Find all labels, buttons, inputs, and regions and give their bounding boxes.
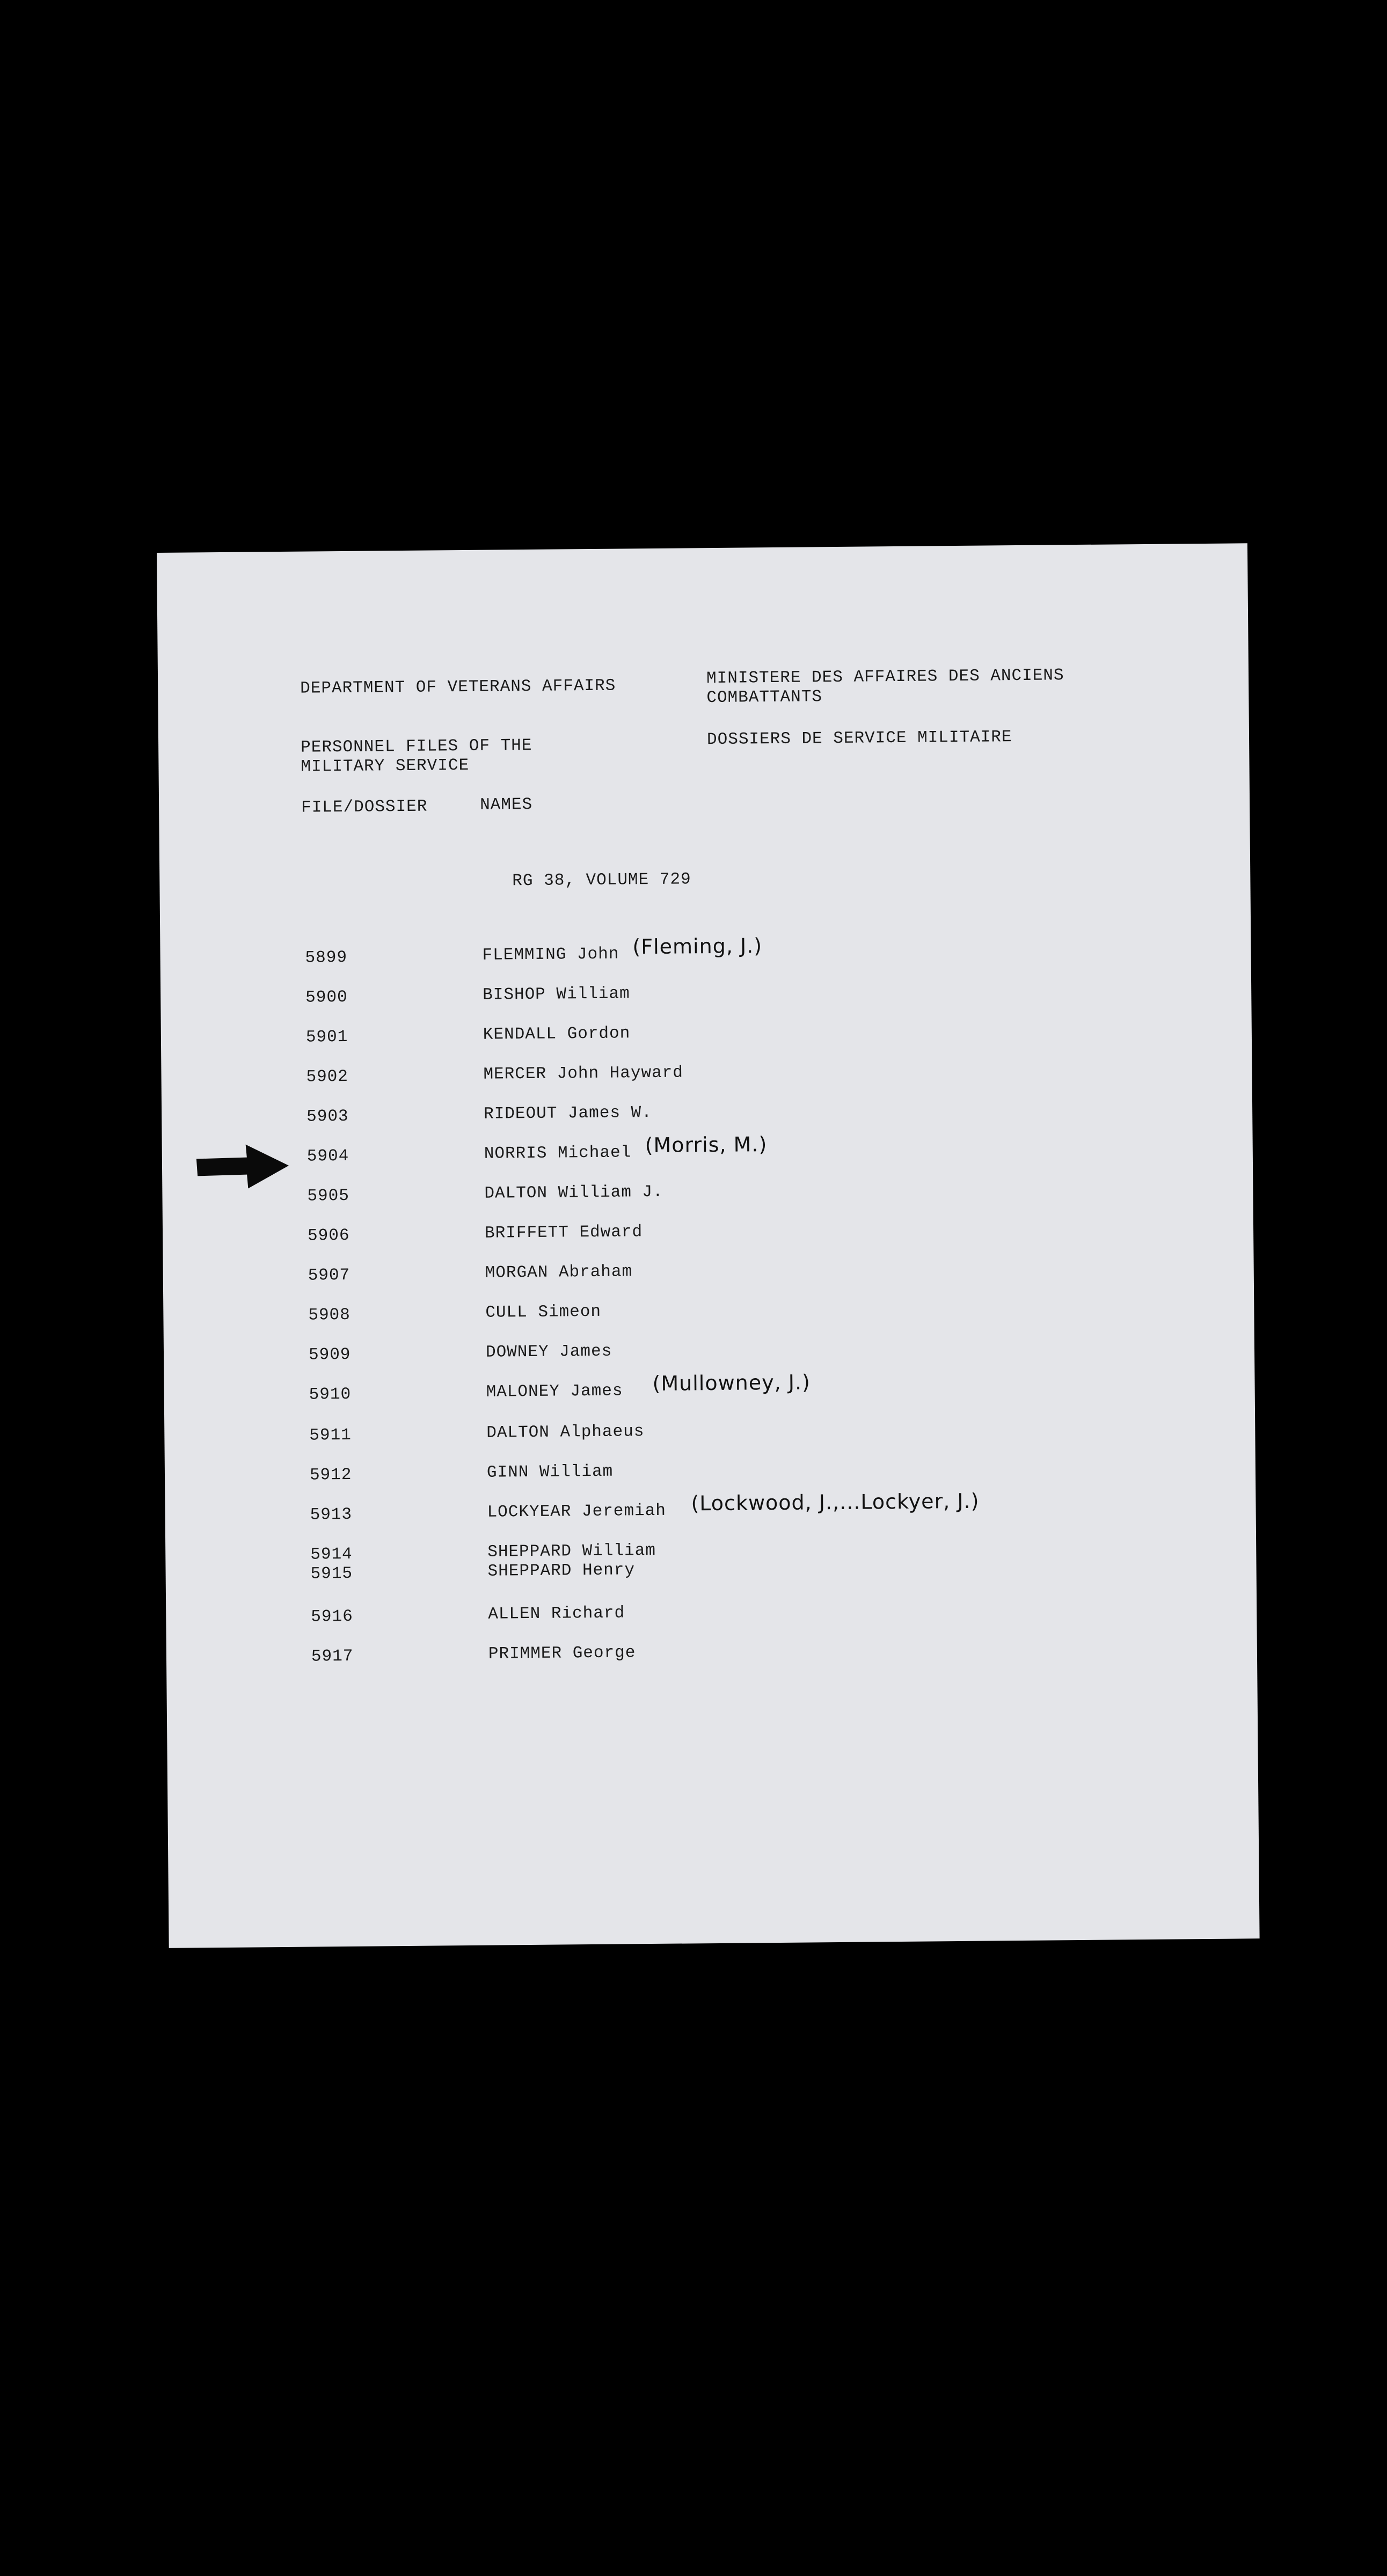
personnel-name: NORRIS Michael [484, 1143, 632, 1163]
handwritten-annotation: (Fleming, J.) [632, 934, 763, 959]
collection-title-en-line2: MILITARY SERVICE [301, 756, 470, 777]
department-title-en: DEPARTMENT OF VETERANS AFFAIRS [300, 676, 616, 698]
file-number: 5910 [309, 1385, 352, 1404]
file-number: 5908 [308, 1305, 351, 1325]
personnel-name: PRIMMER George [488, 1643, 636, 1664]
personnel-name: SHEPPARD Henry [487, 1561, 636, 1581]
file-number: 5900 [305, 987, 348, 1007]
personnel-name: MALONEY James [486, 1381, 623, 1402]
file-number: 5912 [309, 1465, 352, 1485]
personnel-name: FLEMMING John [482, 945, 619, 965]
file-number: 5911 [309, 1425, 352, 1445]
personnel-name: BRIFFETT Edward [484, 1223, 643, 1243]
file-number: 5914 [310, 1545, 353, 1564]
file-number: 5915 [310, 1564, 353, 1584]
document-sheet [157, 543, 1260, 1948]
file-number: 5907 [308, 1265, 351, 1285]
personnel-name: CULL Simeon [485, 1302, 602, 1322]
department-title-fr-line1: MINISTERE DES AFFAIRES DES ANCIENS [706, 666, 1064, 689]
arrow-right-icon [194, 1142, 291, 1191]
personnel-name: LOCKYEAR Jeremiah [487, 1501, 667, 1522]
personnel-name: RIDEOUT James W. [484, 1103, 652, 1124]
column-header-file: FILE/DOSSIER [301, 797, 428, 817]
file-number: 5906 [307, 1226, 350, 1246]
personnel-name: BISHOP William [483, 984, 630, 1005]
file-number: 5902 [306, 1067, 349, 1087]
personnel-name: DOWNEY James [485, 1342, 612, 1362]
file-number: 5917 [311, 1646, 354, 1666]
collection-title-fr: DOSSIERS DE SERVICE MILITAIRE [706, 728, 1012, 750]
handwritten-annotation: (Lockwood, J.,...Lockyer, J.) [691, 1489, 980, 1516]
personnel-name: DALTON William J. [484, 1182, 663, 1203]
department-title-fr-line2: COMBATTANTS [706, 687, 823, 708]
personnel-name: MERCER John Hayward [483, 1063, 684, 1084]
personnel-name: SHEPPARD William [487, 1541, 656, 1562]
personnel-name: KENDALL Gordon [483, 1024, 631, 1044]
file-number: 5913 [310, 1505, 353, 1525]
file-number: 5904 [306, 1146, 349, 1166]
personnel-name: MORGAN Abraham [485, 1262, 633, 1283]
volume-reference: RG 38, VOLUME 729 [512, 870, 691, 891]
file-number: 5909 [308, 1345, 351, 1365]
handwritten-annotation: (Morris, M.) [645, 1132, 768, 1158]
collection-title-en-line1: PERSONNEL FILES OF THE [301, 736, 532, 757]
personnel-name: GINN William [486, 1462, 614, 1482]
personnel-name: ALLEN Richard [488, 1604, 625, 1624]
personnel-name: DALTON Alphaeus [486, 1422, 645, 1443]
file-number: 5901 [305, 1027, 348, 1047]
file-number: 5916 [311, 1607, 353, 1627]
column-header-names: NAMES [479, 795, 533, 815]
file-number: 5905 [307, 1186, 350, 1206]
file-number: 5903 [306, 1107, 349, 1126]
file-number: 5899 [305, 948, 348, 968]
handwritten-annotation: (Mullowney, J.) [652, 1370, 811, 1395]
